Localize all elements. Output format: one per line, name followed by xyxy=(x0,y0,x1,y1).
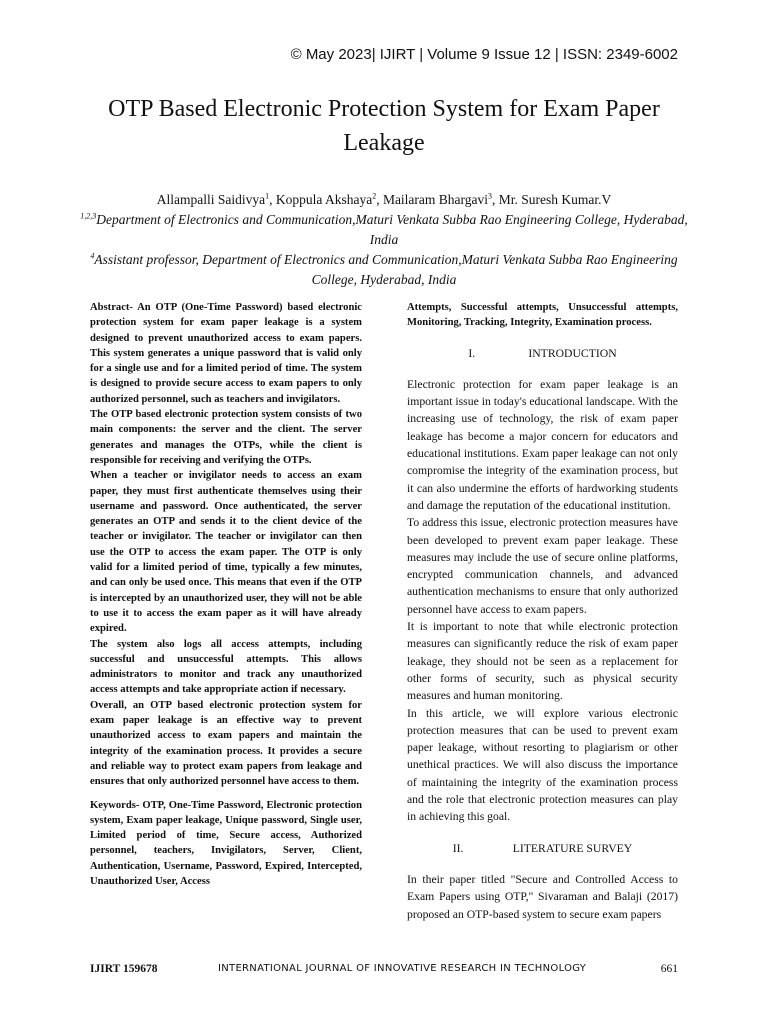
abstract-p2: The OTP based electronic protection system consists of two main components: the server and the client. The server generates and manages the OTPs, while the client is responsible for receiving and verifying the OTPs. xyxy=(90,409,362,466)
abstract-p4: The system also logs all access attempts, including successful and unsuccessful attempts. This allows administrators to monitor and track any unauthorized access attempts and take appropriate action if necessary. xyxy=(90,638,362,696)
title-line-2: Leakage xyxy=(343,130,425,156)
abstract-p1: Abstract- An OTP (One-Time Password) based electronic protection system for exam paper leakage is a system designed to prevent unauthorized access to exam papers. This system generates a unique password that is valid only for a single use and for a limited period of time. The system is designed to provide secure access to exam papers to only authorized personnel, such as teachers and invigilators. xyxy=(90,302,362,405)
left-column xyxy=(90,300,362,889)
section-heading-introduction xyxy=(407,345,678,362)
footer-page-number: 661 xyxy=(660,963,678,975)
journal-header: © May 2023| IJIRT | Volume 9 Issue 12 | ISSN: 2349-6002 xyxy=(290,46,678,63)
keywords: Keywords- OTP, One-Time Password, Electronic protection system, Exam paper leakage, Unique password, Single user, Limited period of time, Secure access, Authorized personnel, teachers, Invigilators, Server, Client, Authentication, Username, Password, Expired, Intercepted, Unauthorized User, Access xyxy=(90,799,362,887)
affiliation-1-text: Department of Electronics and Communication,Maturi Venkata Subba Rao Engineering College, Hyderabad, India xyxy=(96,212,688,247)
footer-paper-id: IJIRT 159678 xyxy=(90,963,158,975)
author-list xyxy=(70,190,698,210)
author-1: Allampalli Saidivya xyxy=(156,192,266,207)
intro-p3: It is important to note that while electronic protection measures can significantly reduce the risk of exam paper leakage, they should not be seen as a replacement for other forms of security, such as physical security measures and human monitoring. xyxy=(407,620,678,703)
footer-journal-name: INTERNATIONAL JOURNAL OF INNOVATIVE RESEARCH IN TECHNOLOGY xyxy=(218,963,587,974)
intro-p2: To address this issue, electronic protection measures have been developed to prevent exam paper leakage. These measures may include the use of secure online platforms, encrypted communication channels, and advanced authentication mechanisms to ensure that only authorized personnel have access to exam papers. xyxy=(407,516,678,616)
affiliation-2-text: Assistant professor, Department of Electronics and Communication,Maturi Venkata Subba Rao Engineering College, Hyderabad, India xyxy=(94,252,678,287)
author-3: , Mailaram Bhargavi xyxy=(376,192,489,207)
author-4: , Mr. Suresh Kumar.V xyxy=(492,192,612,207)
section-title-2: LITERATURE SURVEY xyxy=(512,841,633,855)
title-line-1: OTP Based Electronic Protection System for Exam Paper xyxy=(108,96,660,122)
affiliation-1 xyxy=(70,210,698,250)
intro-p4: In this article, we will explore various electronic protection measures that can be used to prevent exam paper leakage, without resorting to plagiarism or other unethical practices. We will also discuss the importance of maintaining the integrity of the examination process and the role that electronic protection measures can play in achieving this goal. xyxy=(407,706,678,824)
author-1-sup: 1 xyxy=(265,191,270,201)
abstract-p5: Overall, an OTP based electronic protection system for exam paper leakage is an effective way to prevent unauthorized access to exam papers and maintain the integrity of the examination process. It provides a secure and reliable way to protect exam papers from leakage and ensures that only authorized personnel have access to them. xyxy=(90,699,362,788)
affiliation-2-sup: 4 xyxy=(90,251,95,261)
intro-p1: Electronic protection for exam paper leakage is an important issue in today's educational landscape. With the increasing use of technology, the risk of exam paper leakage has become a major concern for educators and educational institutions. Exam paper leakage can not only compromise the integrity of the examination process, but it can also undermine the efforts of hardworking students and damage the reputation of the educational institution. xyxy=(407,377,678,512)
author-3-sup: 3 xyxy=(488,191,493,201)
author-2: , Koppula Akshaya xyxy=(269,192,373,207)
keywords-continued: Attempts, Successful attempts, Unsuccessful attempts, Monitoring, Tracking, Integrity, Examination process. xyxy=(407,302,678,329)
literature-p1: In their paper titled "Secure and Controlled Access to Exam Papers using OTP," Sivaraman and Balaji (2017) proposed an OTP-based system to secure exam papers xyxy=(407,872,678,921)
right-column xyxy=(407,300,678,923)
paper-title xyxy=(60,92,708,160)
section-heading-literature xyxy=(407,840,678,857)
section-title-1: INTRODUCTION xyxy=(528,346,617,360)
section-number-1: I. xyxy=(468,346,476,360)
section-number-2: II. xyxy=(452,841,464,855)
author-2-sup: 2 xyxy=(372,191,377,201)
authors-block xyxy=(70,190,698,290)
abstract-p3: When a teacher or invigilator needs to access an exam paper, they must first authenticate themselves using their username and password. Once authenticated, the server generates an OTP and sends it to the client device of the teacher or invigilator. The teacher or invigilator can then use the OTP to access the exam paper. The OTP is only valid for a limited period of time, typically a few minutes, and can only be used once. This means that even if the OTP is intercepted by an unauthorized user, they will not be able to use it to access the exam paper as it will have already expired. xyxy=(90,470,362,635)
affiliation-1-sup: 1,2,3 xyxy=(80,211,97,221)
affiliation-2 xyxy=(70,250,698,290)
